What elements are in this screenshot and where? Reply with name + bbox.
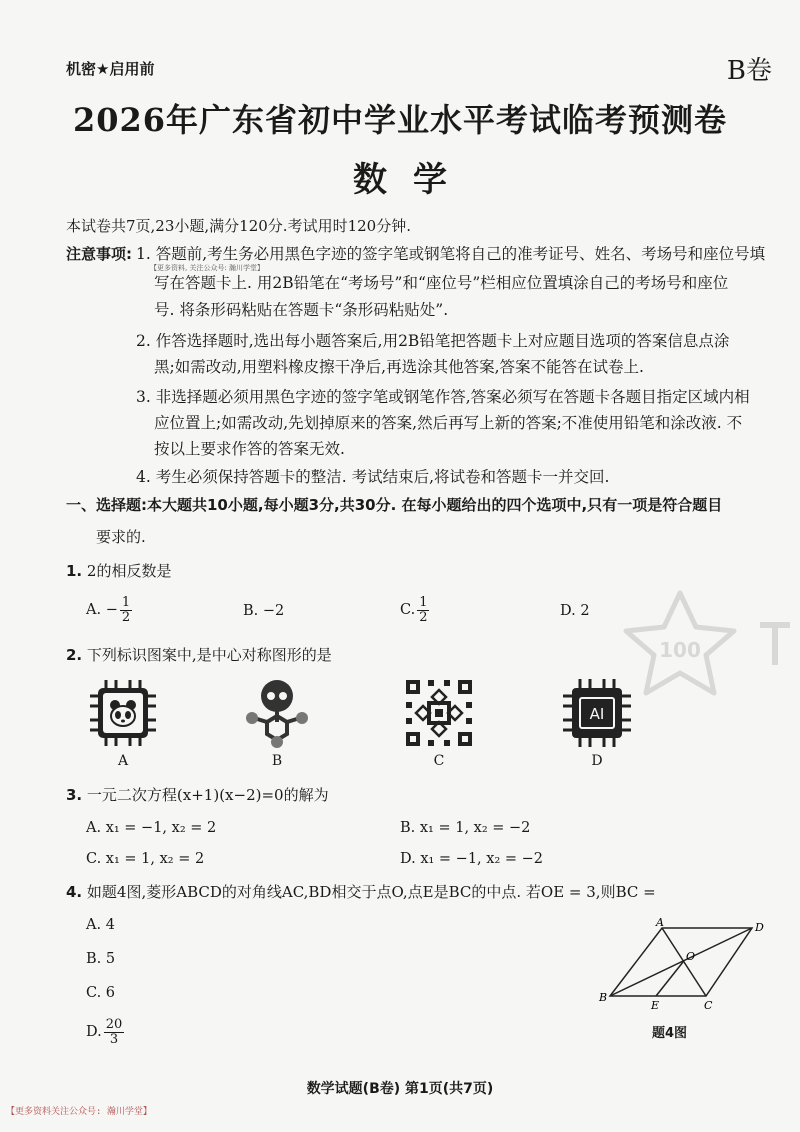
option-label: C. [400, 602, 416, 619]
q1-option-b: B. −2 [243, 603, 285, 619]
option-label: A. − [86, 602, 118, 619]
fraction [417, 596, 429, 624]
robot-network-icon [240, 676, 314, 750]
figure-caption: 题4图 [652, 1026, 688, 1041]
point-e-label: E [651, 999, 660, 1012]
q3-option-b: B. x₁ = 1, x₂ = −2 [400, 820, 531, 836]
question-3 [66, 788, 329, 803]
symmetric-pattern-icon [402, 676, 476, 750]
ai-chip-text: AI [589, 705, 605, 723]
question-number: 3. [66, 786, 83, 804]
watermark-text: 100 [659, 638, 701, 662]
fraction-numerator: 20 [105, 1017, 123, 1032]
notice-line: 黑;如需改动,用塑料橡皮擦干净后,再选涂其他答案,答案不能答在试卷上. [154, 358, 644, 376]
point-c-label: C [704, 999, 713, 1012]
point-b-label: B [599, 991, 608, 1004]
fraction-denominator: 2 [121, 609, 131, 625]
point-a-label: A [656, 916, 664, 929]
q2-label-c: C [433, 753, 445, 769]
question-stem: 如题4图,菱形ABCD的对角线AC,BD相交于点O,点E是BC的中点. 若OE = 3,则BC = [86, 883, 656, 901]
q3-option-a: A. x₁ = −1, x₂ = 2 [86, 820, 217, 836]
chip-panda-icon [86, 676, 160, 750]
confidential-mark: 机密★启用前 [66, 60, 155, 78]
fraction [120, 596, 132, 624]
fraction-numerator: 1 [419, 595, 428, 610]
q4-option-a: A. 4 [86, 917, 115, 933]
q1-option-c [400, 596, 429, 624]
question-number: 1. [66, 562, 83, 580]
notice-line: 应位置上;如需改动,先划掉原来的答案,然后再写上新的答案;不准使用铅笔和涂改液. 不 [154, 414, 743, 432]
notice-small-note: 【更多资料, 关注公众号: 瀚川学堂】 [150, 264, 265, 272]
rhombus-figure [594, 916, 774, 1026]
notice-line: 号. 将条形码粘贴在答题卡“条形码粘贴处”. [154, 301, 449, 319]
section-heading-cont: 要求的. [96, 528, 146, 546]
fraction [104, 1018, 125, 1046]
notice-line: 按以上要求作答的答案无效. [154, 440, 345, 458]
question-stem: 一元二次方程(x+1)(x−2)=0的解为 [86, 786, 329, 804]
q4-option-c: C. 6 [86, 985, 116, 1001]
paper-version: B卷 [726, 56, 772, 86]
q2-label-b: B [271, 753, 283, 769]
question-stem: 2的相反数是 [86, 562, 172, 580]
notice-line: 1. 答题前,考生务必用黑色字迹的签字笔或钢笔将自己的准考证号、姓名、考场号和座位号填 [136, 245, 766, 263]
notice-line: 2. 作答选择题时,选出每小题答案后,用2B铅笔把答题卡上对应题目选项的答案信息点涂 [136, 332, 730, 350]
fraction-denominator: 2 [419, 609, 428, 625]
notice-line: 4. 考生必须保持答题卡的整洁. 考试结束后,将试卷和答题卡一并交回. [136, 468, 610, 486]
notice-label: 注意事项: [66, 245, 132, 263]
q4-option-d [86, 1018, 124, 1046]
point-d-label: D [755, 921, 764, 934]
bottom-note: 【更多资料关注公众号: 瀚川学堂】 [6, 1107, 152, 1117]
page-footer: 数学试题(B卷) 第1页(共7页) [306, 1081, 494, 1097]
option-label: D. [86, 1024, 102, 1041]
question-2 [66, 648, 332, 663]
q2-label-d: D [591, 753, 603, 769]
fraction-numerator: 1 [121, 595, 131, 610]
q3-option-d: D. x₁ = −1, x₂ = −2 [400, 851, 544, 867]
exam-title: 2026年广东省初中学业水平考试临考预测卷 [72, 101, 728, 139]
notice-line: 3. 非选择题必须用黑色字迹的签字笔或钢笔作答,答案必须写在答题卡各题目指定区域内相 [136, 388, 750, 406]
q2-label-a: A [117, 753, 129, 769]
subject-title: 数学 [353, 160, 473, 200]
fraction-denominator: 3 [109, 1031, 119, 1047]
q3-option-c: C. x₁ = 1, x₂ = 2 [86, 851, 205, 867]
point-o-label: O [686, 950, 696, 963]
ai-chip-icon [560, 676, 634, 750]
q1-option-d: D. 2 [560, 603, 590, 619]
watermark-star-icon [610, 585, 800, 705]
question-1 [66, 564, 171, 579]
q4-option-b: B. 5 [86, 951, 116, 967]
question-number: 2. [66, 646, 83, 664]
question-4 [66, 885, 656, 900]
exam-intro: 本试卷共7页,23小题,满分120分.考试用时120分钟. [66, 217, 411, 235]
question-stem: 下列标识图案中,是中心对称图形的是 [86, 646, 332, 664]
question-number: 4. [66, 883, 83, 901]
section-heading: 一、选择题:本大题共10小题,每小题3分,共30分. 在每小题给出的四个选项中,只有一项是符合题目 [66, 496, 723, 514]
notice-line: 写在答题卡上. 用2B铅笔在“考场号”和“座位号”栏相应位置填涂自己的考场号和座位 [154, 274, 729, 292]
q1-option-a [86, 596, 132, 624]
